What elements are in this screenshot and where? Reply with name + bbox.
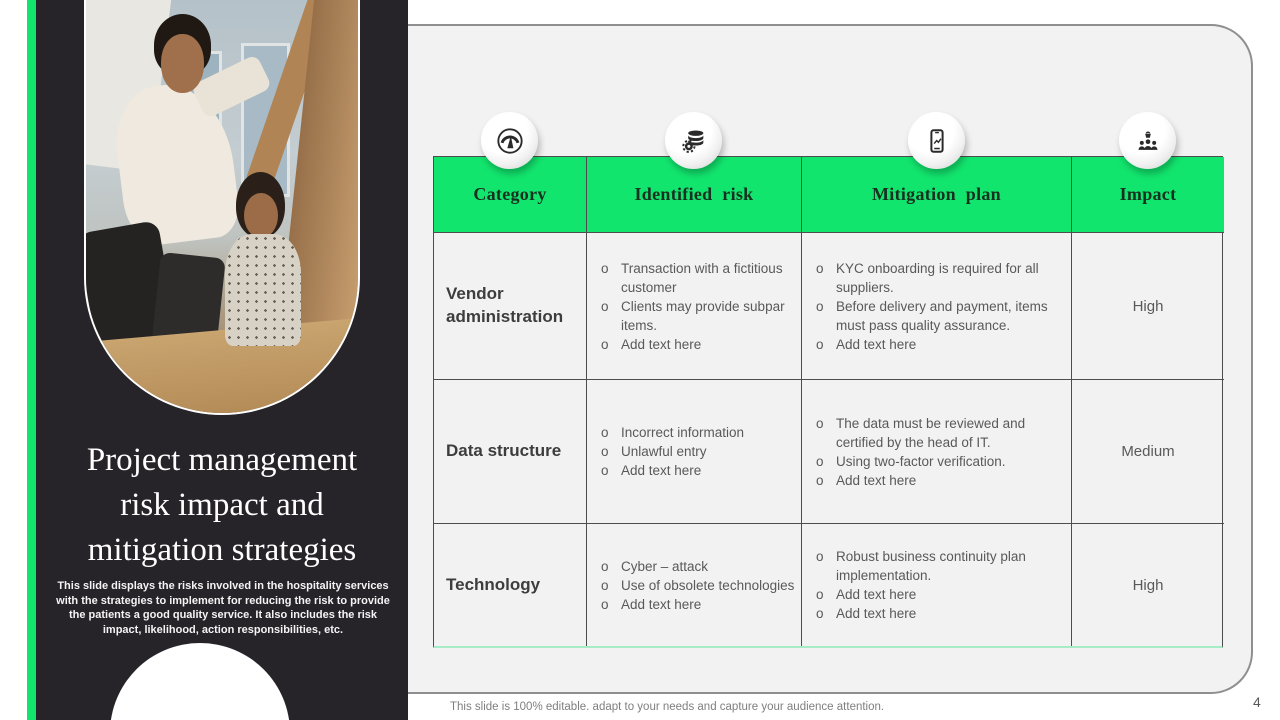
slide-title (36, 438, 408, 573)
identified-risk-cell (587, 524, 802, 646)
list-item (814, 335, 1065, 354)
category-cell: Vendor administration (434, 233, 587, 380)
mitigation-plan-cell (802, 380, 1072, 524)
footer-note: This slide is 100% editable. adapt to your needs and capture your audience attention. (450, 701, 885, 713)
list-item (599, 461, 795, 480)
list-item-text: Unlawful entry (621, 444, 707, 459)
bullet-marker: o (601, 577, 609, 593)
impact-icon-circle (1119, 112, 1176, 169)
list-item-text: Add text here (621, 463, 702, 478)
people-basket-icon (1134, 127, 1162, 155)
slide-title-line: risk impact and (120, 487, 324, 523)
impact-cell: Medium (1072, 380, 1224, 524)
risk-table (433, 156, 1223, 648)
list-item (814, 547, 1065, 585)
list-item-text: Add text here (836, 336, 917, 352)
sidebar-photo (84, 0, 360, 415)
bullet-marker: o (601, 425, 609, 440)
impact-cell: High (1132, 576, 1164, 594)
list-item-text: Clients may provide subpar items. (621, 298, 785, 333)
list-item (599, 576, 795, 595)
column-header-category: Category (434, 157, 587, 233)
mitigation-plan-icon-circle (908, 112, 965, 169)
bullet-marker: o (601, 336, 609, 352)
slide-title-line: Project management (86, 442, 358, 478)
bullet-marker: o (816, 298, 824, 314)
list-item-text: Robust business continuity plan implementation. (836, 549, 1026, 583)
category-cell: Data structure (434, 380, 587, 524)
slide-title-line: mitigation strategies (87, 532, 357, 568)
list-item-text: Transaction with a fictitious customer (621, 260, 783, 295)
bullet-marker: o (601, 298, 609, 314)
database-gear-icon (680, 127, 708, 155)
list-item (599, 423, 795, 442)
gauge-icon (496, 127, 524, 155)
list-item-text: The data must be reviewed and certified by the head of IT. (836, 415, 1026, 450)
impact-cell: High (1072, 233, 1224, 380)
list-item-text: Add text here (836, 472, 917, 488)
mitigation-plan-cell (802, 524, 1072, 646)
bullet-marker: o (601, 260, 609, 276)
bullet-marker: o (816, 587, 824, 602)
list-item (814, 452, 1065, 471)
identified-risk-cell (587, 233, 802, 380)
list-item-text: Use of obsolete technologies (621, 577, 795, 593)
bullet-marker: o (816, 606, 824, 621)
bullet-marker: o (601, 463, 609, 478)
list-item (599, 335, 795, 354)
bullet-marker: o (816, 260, 824, 276)
list-item (814, 414, 1065, 452)
column-header-identified-risk: Identified risk (587, 157, 802, 233)
list-item (599, 442, 795, 461)
bullet-marker: o (601, 444, 609, 459)
list-item (599, 259, 795, 297)
page-number: 4 (1253, 694, 1261, 710)
list-item-text: Add text here (621, 336, 702, 352)
identified-risk-icon-circle (665, 112, 722, 169)
bullet-marker: o (601, 558, 609, 574)
bullet-marker: o (601, 596, 609, 612)
bullet-marker: o (816, 336, 824, 352)
list-item-text: Incorrect information (621, 425, 745, 440)
smartphone-icon (923, 127, 951, 155)
bullet-marker: o (816, 472, 824, 488)
accent-stripe (27, 0, 36, 720)
bullet-marker: o (816, 453, 824, 469)
list-item-text: Add text here (836, 606, 917, 621)
list-item (814, 297, 1065, 335)
list-item-text: Add text here (621, 596, 702, 612)
list-item (599, 595, 795, 614)
column-header-impact: Impact (1072, 157, 1224, 233)
list-item-text: KYC onboarding is required for all suppliers. (836, 260, 1039, 295)
identified-risk-cell (587, 380, 802, 524)
list-item (814, 604, 1065, 623)
list-item (599, 557, 795, 576)
category-cell: Technology (434, 524, 587, 646)
list-item-text: Using two-factor verification. (836, 453, 1006, 469)
list-item-text: Add text here (836, 587, 917, 602)
list-item-text: Cyber – attack (621, 558, 709, 574)
mitigation-plan-cell (802, 233, 1072, 380)
bullet-marker: o (816, 415, 824, 431)
column-header-mitigation-plan: Mitigation plan (802, 157, 1072, 233)
list-item (814, 471, 1065, 490)
bullet-marker: o (816, 549, 824, 564)
category-icon-circle (481, 112, 538, 169)
slide-description: This slide displays the risks involved in the hospitality services with the strategies to implement for reducing the risk to provide the patients a good quality service. It also includes the risk impact, likelihood, action responsibilities, etc. (56, 580, 390, 636)
list-item (814, 585, 1065, 604)
list-item-text: Before delivery and payment, items must pass quality assurance. (836, 298, 1048, 333)
list-item (814, 259, 1065, 297)
list-item (599, 297, 795, 335)
